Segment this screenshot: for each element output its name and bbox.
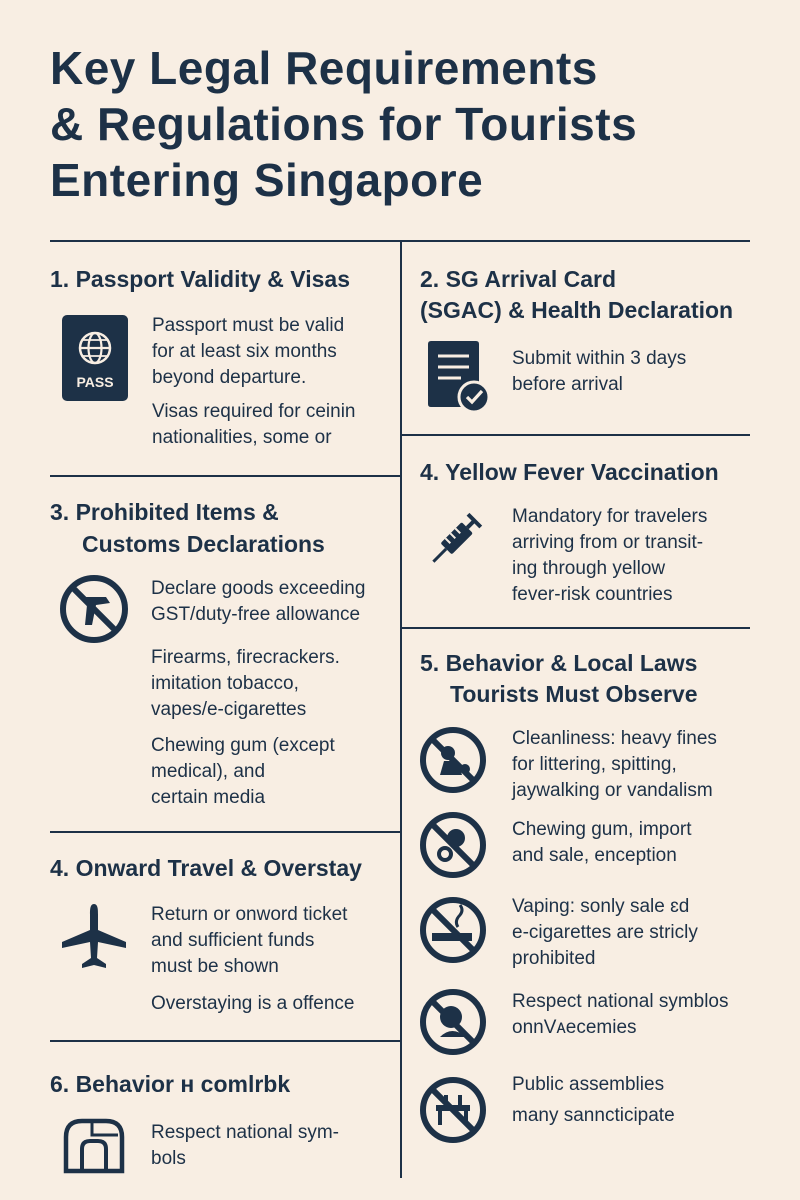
divider-left-2 <box>50 831 400 833</box>
section-heading: Customs Declarations <box>82 531 325 557</box>
body-text: onnVᴀecemies <box>512 1017 637 1038</box>
body-text: e-cigarettes are stricly <box>512 922 698 943</box>
section-heading: 2. SG Arrival Card <box>420 266 617 292</box>
title-line-3: Entering Singapore <box>50 154 484 206</box>
body-text: Chewing gum (except <box>151 735 335 756</box>
body-text: Overstaying is a offence <box>151 993 355 1014</box>
divider-left-3 <box>50 1040 400 1042</box>
body-text: Cleanliness: heavy fines <box>512 728 717 749</box>
body-text: Respect national symblos <box>512 991 729 1012</box>
passport-label: PASS <box>76 374 114 390</box>
body-text: Return or onword ticket <box>151 904 348 925</box>
page-title <box>50 40 770 208</box>
body-text: Passport must be valid <box>152 315 345 336</box>
body-text: GST/duty-free allowance <box>151 604 361 625</box>
divider-left-1 <box>50 475 400 477</box>
body-text: prohibited <box>512 948 596 969</box>
body-text: Submit within 3 days <box>512 348 687 369</box>
body-text: and sufficient funds <box>151 930 315 951</box>
section-heading: 6. Behavior ʜ comlrbk <box>50 1071 291 1097</box>
section-heading: (SGAC) & Health Declaration <box>420 297 734 323</box>
body-text: and sale, enception <box>512 845 677 866</box>
document-check-icon <box>426 341 492 413</box>
no-disrespect-icon <box>418 987 488 1057</box>
body-text: nationalities, some or <box>152 427 332 448</box>
no-gum-icon <box>418 810 488 880</box>
section-heading: 4. Yellow Fever Vaccination <box>420 459 719 485</box>
section-heading: 5. Behavior & Local Laws <box>420 650 698 676</box>
body-text: imitation tobacco, <box>151 673 299 694</box>
section-heading: 3. Prohibited Items & <box>50 499 279 525</box>
no-vaping-icon <box>418 895 488 965</box>
body-text: arriving from or transit- <box>512 532 704 553</box>
syringe-icon <box>420 503 492 575</box>
body-text: Visas required for ceinin <box>152 401 356 422</box>
no-assembly-icon <box>418 1075 488 1145</box>
divider-right-2 <box>400 627 750 629</box>
body-text: Chewing gum, import <box>512 819 692 840</box>
body-text: beyond departure. <box>152 367 307 388</box>
no-littering-icon <box>418 725 488 795</box>
body-text: fever-risk countries <box>512 584 673 605</box>
divider-vertical <box>400 240 402 1178</box>
body-text: certain media <box>151 787 266 808</box>
body-text: medical), and <box>151 761 266 782</box>
body-text: ing through yellow <box>512 558 666 579</box>
title-line-2: & Regulations for Tourists <box>50 98 638 150</box>
monument-icon <box>62 1115 128 1175</box>
body-text: for at least six months <box>152 341 337 362</box>
body-text: before arrival <box>512 374 623 395</box>
body-text: Mandatory for travelers <box>512 506 708 527</box>
section-heading: 4. Onward Travel & Overstay <box>50 855 362 881</box>
body-text: jaywalking or vandalism <box>512 780 713 801</box>
body-text: for littering, spitting, <box>512 754 677 775</box>
body-text: Vaping: sonly sale ɛd <box>512 896 690 917</box>
body-text: Public assemblies <box>512 1074 665 1095</box>
prohibited-icon <box>58 573 130 645</box>
body-text: bols <box>151 1148 186 1169</box>
title-line-1: Key Legal Requirements <box>50 42 598 94</box>
body-text: vapes/e-cigarettes <box>151 699 307 720</box>
body-text: Respect national sym- <box>151 1122 339 1143</box>
body-text: many sanncticipate <box>512 1105 675 1126</box>
body-text: Declare goods exceeding <box>151 578 366 599</box>
section-heading: Tourists Must Observe <box>450 681 698 707</box>
section-heading: 1. Passport Validity & Visas <box>50 266 350 292</box>
divider-right-1 <box>400 434 750 436</box>
body-text: must be shown <box>151 956 279 977</box>
passport-icon <box>62 315 128 401</box>
body-text: Firearms, firecrackers. <box>151 647 340 668</box>
airplane-icon <box>58 900 130 972</box>
